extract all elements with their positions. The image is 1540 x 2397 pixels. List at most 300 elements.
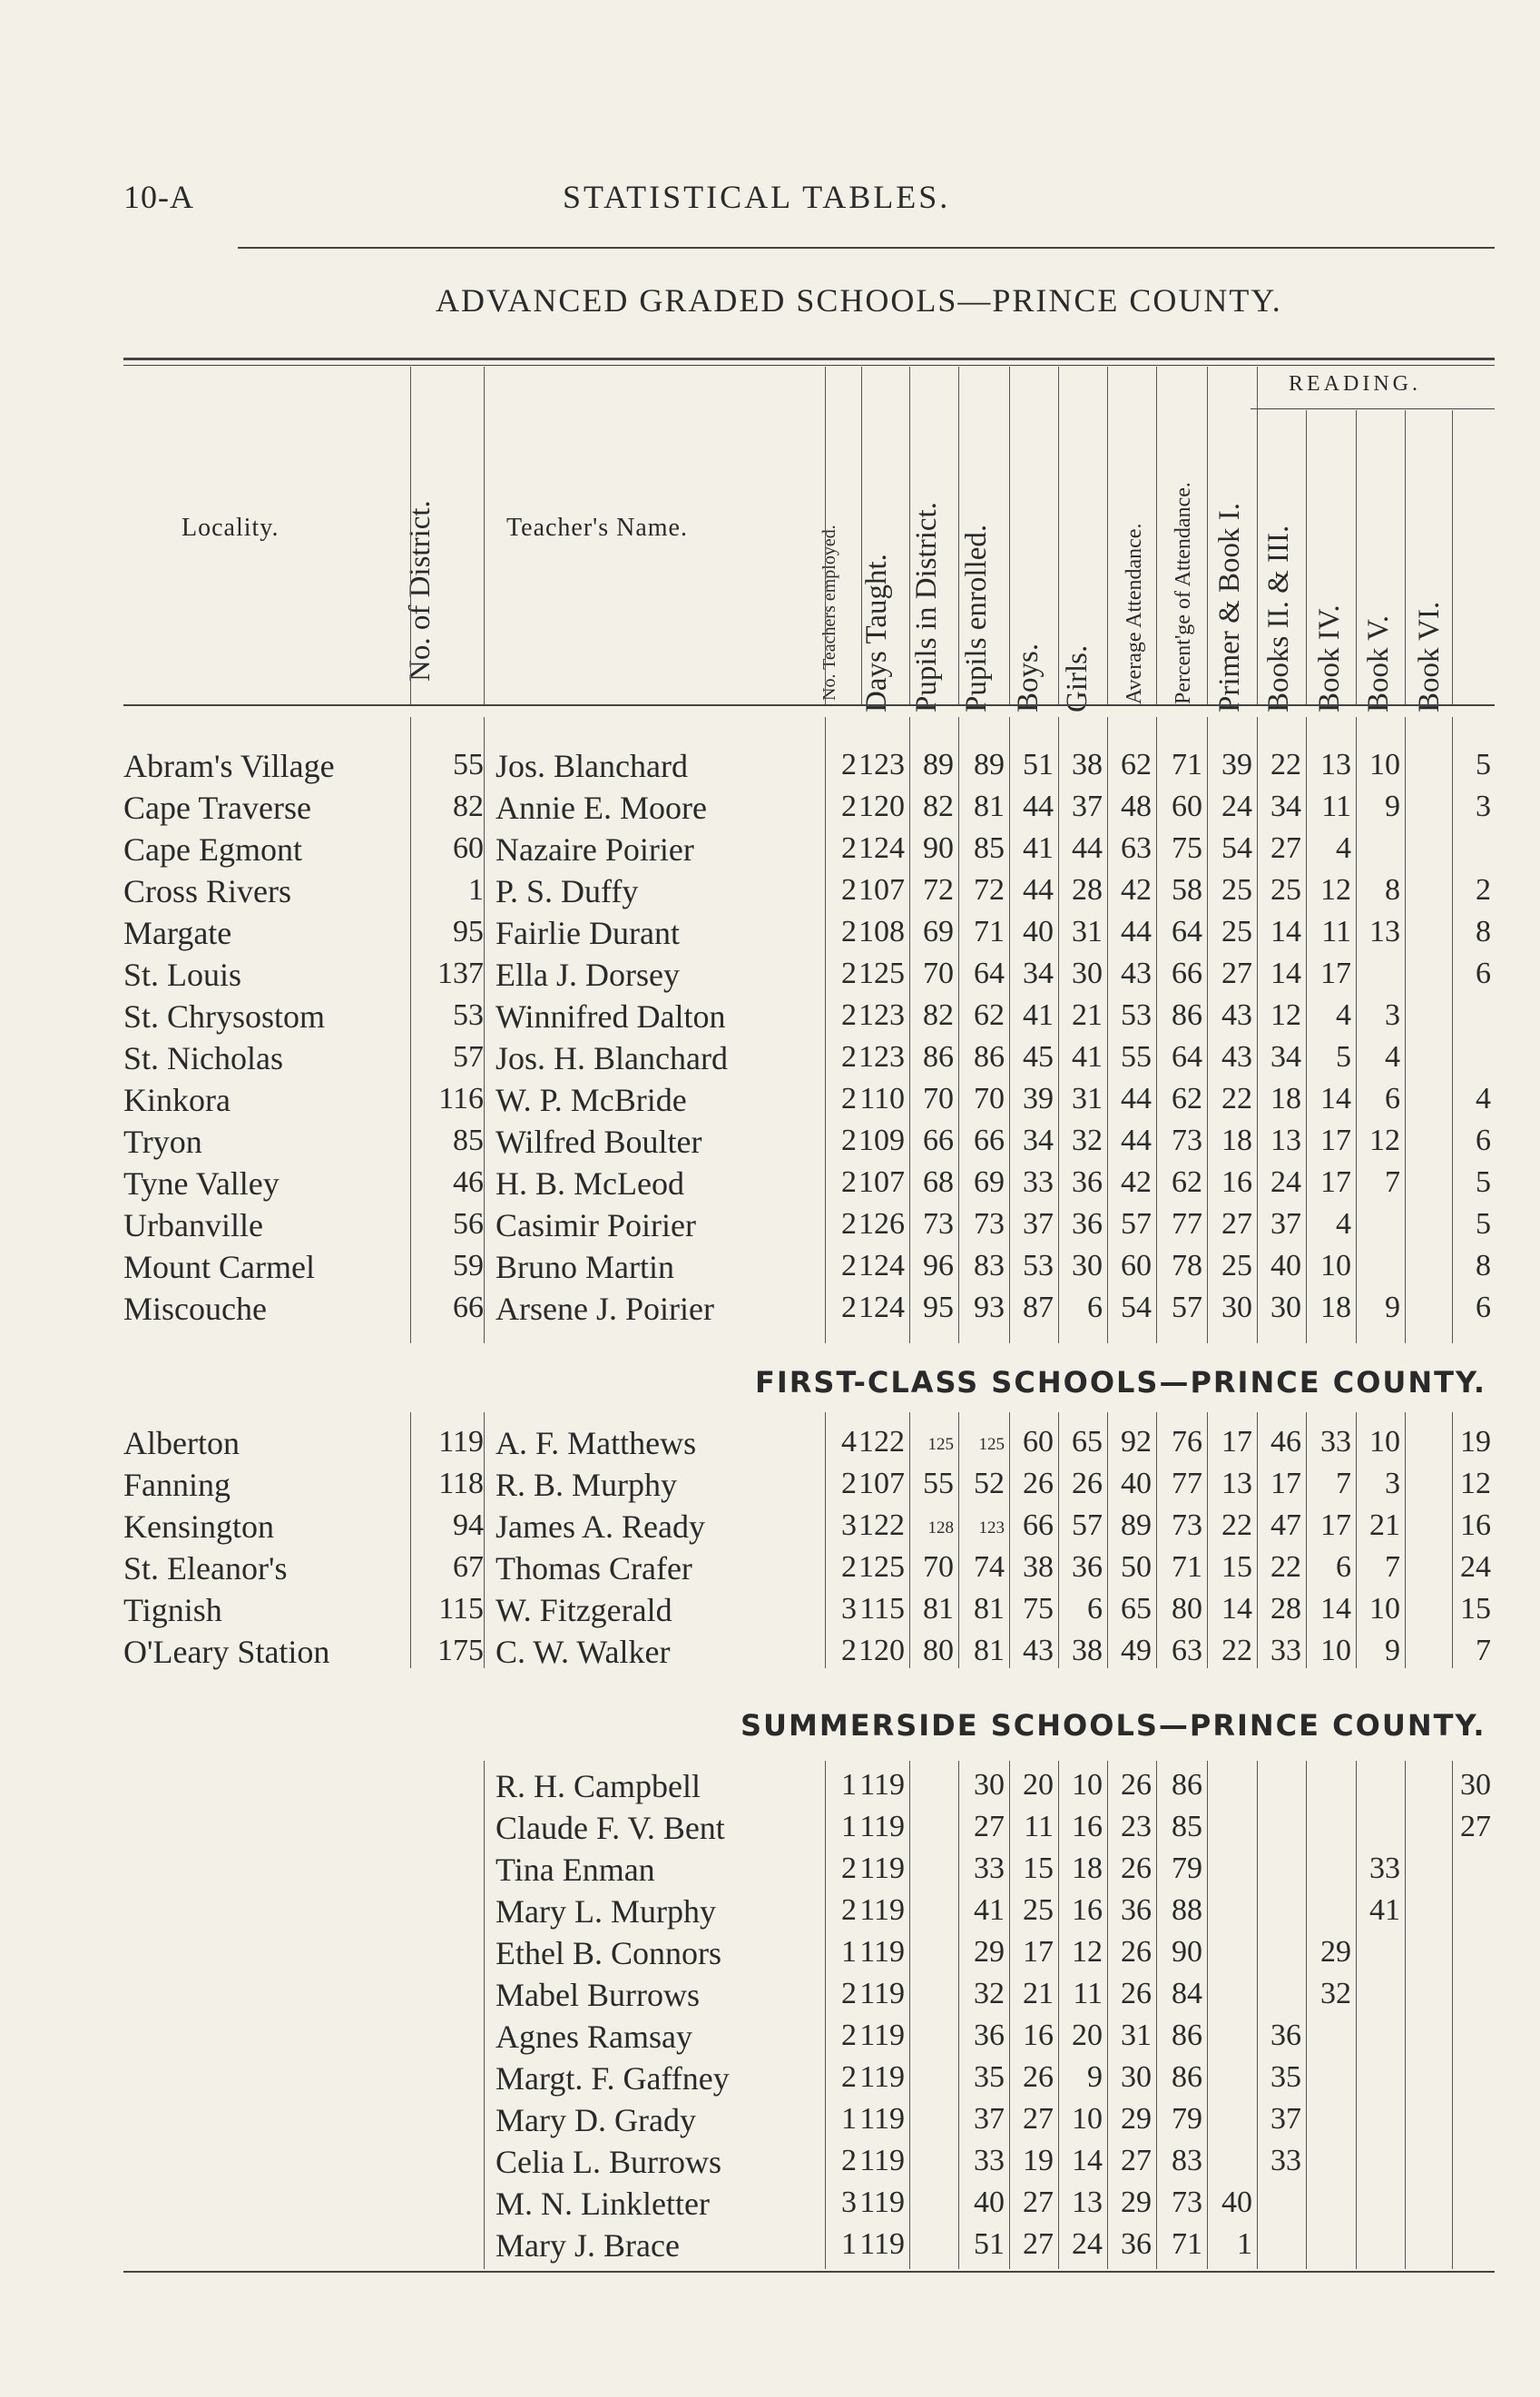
row-value-col-5: 33: [1023, 1165, 1054, 1199]
row-value-col-6: 37: [1072, 790, 1103, 823]
row-value-col-12: 9: [1385, 790, 1400, 823]
row-value-col-3: 90: [923, 831, 954, 865]
row-value-col-8: 83: [1172, 2144, 1202, 2177]
header-col-divider-10: [1257, 410, 1258, 704]
row-value-col-7: 60: [1121, 1249, 1152, 1282]
row-value-col-3: 82: [923, 790, 954, 823]
row-value-col-12: 3: [1385, 1467, 1400, 1500]
row-value-col-5: 27: [1023, 2102, 1054, 2136]
row-value-col-5: 34: [1023, 1124, 1054, 1157]
row-value-col-10: 35: [1270, 2060, 1301, 2094]
row-value-col-8: 86: [1172, 2060, 1202, 2094]
row-value-col-5: 25: [1023, 1893, 1054, 1927]
row-value-col-7: 63: [1121, 831, 1152, 865]
row-teacher-name: Casimir Poirier: [495, 1207, 696, 1243]
row-value-col-3: 70: [923, 1550, 954, 1584]
row-value-col-11: 14: [1320, 1082, 1351, 1115]
row-value-col-7: 50: [1121, 1550, 1152, 1584]
row-value-col-4: 72: [974, 873, 1005, 907]
row-value-col-13: 24: [1460, 1550, 1491, 1584]
row-value-col-7: 54: [1121, 1291, 1152, 1324]
row-value-col-6: 6: [1087, 1291, 1103, 1324]
row-value-col-6: 14: [1072, 2144, 1103, 2177]
row-value-col-4: 86: [974, 1040, 1005, 1074]
row-value-col-8: 75: [1172, 831, 1202, 865]
row-value-col-11: 29: [1320, 1935, 1351, 1969]
row-locality: Fanning: [123, 1467, 231, 1503]
header-district-no: No. of District.: [404, 500, 436, 682]
row-district-number: 53: [453, 998, 484, 1032]
row-value-col-7: 48: [1121, 790, 1152, 823]
row-value-col-2: 125: [858, 1550, 905, 1584]
row-value-col-2: 125: [858, 957, 905, 990]
header-col-divider-1: [825, 367, 826, 704]
row-value-col-7: 44: [1121, 915, 1152, 948]
header-divider-2: [484, 367, 485, 704]
body-divider-numbers-1: [825, 1412, 826, 1668]
row-value-col-1: 2: [841, 2019, 857, 2052]
row-value-col-1: 3: [841, 2186, 857, 2219]
row-value-col-12: 7: [1385, 1550, 1400, 1584]
row-value-col-6: 30: [1072, 957, 1103, 990]
row-value-col-8: 71: [1172, 1550, 1202, 1584]
row-value-col-6: 36: [1072, 1550, 1103, 1584]
row-value-col-1: 2: [841, 1291, 857, 1324]
row-value-col-11: 10: [1320, 1249, 1351, 1282]
row-value-col-2: 119: [859, 2186, 905, 2219]
header-reading-group: READING.: [1289, 372, 1421, 396]
row-value-col-2: 119: [859, 2019, 905, 2052]
row-value-col-6: 38: [1072, 1634, 1103, 1667]
row-value-col-6: 30: [1072, 1249, 1103, 1282]
row-value-col-13: 15: [1460, 1592, 1491, 1626]
row-district-number: 82: [453, 790, 484, 823]
row-value-col-5: 44: [1023, 873, 1054, 907]
row-value-col-10: 22: [1270, 748, 1301, 781]
row-value-col-12: 6: [1385, 1082, 1400, 1115]
row-teacher-name: Mary D. Grady: [495, 2102, 696, 2138]
row-value-col-8: 60: [1172, 790, 1202, 823]
row-value-col-10: 13: [1270, 1124, 1301, 1157]
row-value-col-8: 86: [1172, 1768, 1202, 1802]
row-value-col-11: 6: [1336, 1550, 1351, 1584]
row-value-col-3: 125: [927, 1435, 954, 1454]
row-teacher-name: Arsene J. Poirier: [495, 1291, 714, 1327]
body-col-divider-0-6: [1207, 717, 1208, 1343]
row-value-col-11: 4: [1336, 998, 1351, 1032]
row-value-col-6: 31: [1072, 1082, 1103, 1115]
row-value-col-7: 65: [1121, 1592, 1152, 1626]
row-value-col-1: 2: [841, 790, 857, 823]
summerside-col-divider-0: [909, 1761, 910, 2269]
header-days-taught: Days Taught.: [860, 554, 893, 712]
row-value-col-7: 43: [1121, 957, 1152, 990]
row-teacher-name: Agnes Ramsay: [495, 2019, 692, 2055]
row-value-col-1: 2: [841, 1124, 857, 1157]
row-value-col-5: 41: [1023, 831, 1054, 865]
header-reading-books-2-3: Books II. & III.: [1262, 525, 1295, 712]
row-teacher-name: Winnifred Dalton: [495, 998, 726, 1035]
row-teacher-name: Mabel Burrows: [495, 1977, 700, 2013]
row-value-col-2: 120: [858, 1634, 905, 1667]
row-value-col-6: 32: [1072, 1124, 1103, 1157]
row-value-col-8: 66: [1172, 957, 1202, 990]
row-value-col-1: 3: [841, 1592, 857, 1626]
row-value-col-8: 77: [1172, 1467, 1202, 1500]
body-col-divider-0-1: [958, 717, 959, 1343]
body-divider-teacher-0: [484, 717, 485, 1343]
row-value-col-6: 65: [1072, 1425, 1103, 1459]
row-value-col-7: 42: [1121, 1165, 1152, 1199]
row-value-col-7: 40: [1121, 1467, 1152, 1500]
row-value-col-13: 12: [1460, 1467, 1491, 1500]
row-value-col-10: 27: [1270, 831, 1301, 865]
row-teacher-name: James A. Ready: [495, 1508, 705, 1545]
row-value-col-4: 40: [974, 2186, 1005, 2219]
row-value-col-1: 2: [841, 1977, 857, 2010]
row-value-col-1: 1: [841, 1768, 857, 1802]
row-value-col-5: 26: [1023, 1467, 1054, 1500]
body-col-divider-1-9: [1356, 1412, 1357, 1668]
row-value-col-3: 95: [923, 1291, 954, 1324]
row-value-col-10: 14: [1270, 915, 1301, 948]
row-value-col-5: 39: [1023, 1082, 1054, 1115]
row-value-col-7: 26: [1121, 1852, 1152, 1885]
row-value-col-3: 70: [923, 957, 954, 990]
summerside-col-divider-5: [1156, 1761, 1157, 2269]
header-col-divider-5: [1009, 367, 1010, 704]
body-col-divider-1-1: [958, 1412, 959, 1668]
row-teacher-name: Thomas Crafer: [495, 1550, 692, 1587]
row-teacher-name: Fairlie Durant: [495, 915, 680, 951]
row-value-col-2: 126: [858, 1207, 905, 1241]
header-col-divider-8: [1156, 367, 1157, 704]
row-locality: Mount Carmel: [123, 1249, 315, 1285]
row-value-col-5: 34: [1023, 957, 1054, 990]
row-value-col-8: 79: [1172, 1852, 1202, 1885]
row-value-col-4: 51: [974, 2227, 1005, 2261]
row-value-col-4: 66: [974, 1124, 1005, 1157]
header-col-divider-2: [861, 367, 862, 704]
body-col-divider-0-9: [1356, 717, 1357, 1343]
row-district-number: 137: [437, 957, 484, 990]
row-value-col-7: 23: [1121, 1810, 1152, 1843]
rule-top: [238, 247, 1495, 249]
summerside-divider-teacher: [484, 1761, 485, 2269]
row-value-col-3: 81: [923, 1592, 954, 1626]
summerside-col-divider-1: [958, 1761, 959, 2269]
row-value-col-2: 123: [858, 748, 905, 781]
row-value-col-8: 58: [1172, 873, 1202, 907]
row-value-col-13: 4: [1476, 1082, 1491, 1115]
header-reading-book-5: Book V.: [1362, 615, 1395, 712]
row-value-col-5: 40: [1023, 915, 1054, 948]
row-district-number: 119: [438, 1425, 484, 1459]
row-value-col-6: 36: [1072, 1207, 1103, 1241]
row-value-col-6: 28: [1072, 873, 1103, 907]
row-value-col-4: 30: [974, 1768, 1005, 1802]
row-value-col-9: 14: [1221, 1592, 1252, 1626]
row-value-col-6: 41: [1072, 1040, 1103, 1074]
row-value-col-3: 72: [923, 873, 954, 907]
row-value-col-10: 33: [1270, 2144, 1301, 2177]
row-district-number: 175: [437, 1634, 484, 1667]
row-value-col-8: 79: [1172, 2102, 1202, 2136]
row-value-col-1: 2: [841, 1467, 857, 1500]
row-teacher-name: Nazaire Poirier: [495, 831, 694, 868]
row-value-col-7: 49: [1121, 1634, 1152, 1667]
row-value-col-8: 62: [1172, 1165, 1202, 1199]
row-value-col-5: 43: [1023, 1634, 1054, 1667]
row-value-col-5: 21: [1023, 1977, 1054, 2010]
row-value-col-2: 115: [859, 1592, 905, 1626]
row-value-col-13: 27: [1460, 1810, 1491, 1843]
row-value-col-2: 119: [859, 1893, 905, 1927]
row-value-col-7: 89: [1121, 1508, 1152, 1542]
row-value-col-8: 85: [1172, 1810, 1202, 1843]
row-value-col-13: 5: [1476, 1165, 1491, 1199]
section-title-first-class: FIRST-CLASS SCHOOLS—PRINCE COUNTY.: [755, 1365, 1487, 1400]
row-locality: Alberton: [123, 1425, 240, 1461]
row-teacher-name: Jos. H. Blanchard: [495, 1040, 728, 1076]
row-value-col-8: 73: [1172, 1124, 1202, 1157]
header-reading-primer: Primer & Book I.: [1213, 503, 1246, 712]
header-locality: Locality.: [181, 514, 280, 542]
row-value-col-7: 30: [1121, 2060, 1152, 2094]
row-value-col-4: 74: [974, 1550, 1005, 1584]
row-value-col-9: 17: [1221, 1425, 1252, 1459]
row-value-col-4: 73: [974, 1207, 1005, 1241]
row-value-col-4: 70: [974, 1082, 1005, 1115]
row-district-number: 95: [453, 915, 484, 948]
row-value-col-5: 38: [1023, 1550, 1054, 1584]
row-value-col-4: 83: [974, 1249, 1005, 1282]
row-value-col-11: 11: [1321, 790, 1351, 823]
row-value-col-10: 24: [1270, 1165, 1301, 1199]
summerside-col-divider-7: [1257, 1761, 1258, 2269]
row-district-number: 116: [438, 1082, 484, 1115]
row-teacher-name: A. F. Matthews: [495, 1425, 697, 1461]
row-value-col-1: 2: [841, 1040, 857, 1074]
row-value-col-13: 19: [1460, 1425, 1491, 1459]
row-value-col-11: 17: [1320, 1124, 1351, 1157]
row-value-col-1: 2: [841, 831, 857, 865]
row-value-col-7: 57: [1121, 1207, 1152, 1241]
row-value-col-1: 2: [841, 1550, 857, 1584]
row-value-col-5: 44: [1023, 790, 1054, 823]
row-value-col-12: 10: [1369, 748, 1400, 781]
row-value-col-10: 14: [1270, 957, 1301, 990]
row-value-col-7: 29: [1121, 2186, 1152, 2219]
row-value-col-8: 71: [1172, 748, 1202, 781]
row-value-col-6: 11: [1073, 1977, 1103, 2010]
row-value-col-2: 124: [858, 831, 905, 865]
header-col-divider-9: [1207, 367, 1208, 704]
row-value-col-2: 119: [859, 2144, 905, 2177]
row-value-col-7: 55: [1121, 1040, 1152, 1074]
row-value-col-4: 37: [974, 2102, 1005, 2136]
row-value-col-3: 73: [923, 1207, 954, 1241]
header-teacher: Teacher's Name.: [506, 514, 688, 542]
body-col-divider-0-4: [1107, 717, 1108, 1343]
body-divider-district-1: [410, 1412, 411, 1668]
summerside-divider-numbers: [825, 1761, 826, 2269]
row-value-col-4: 35: [974, 2060, 1005, 2094]
row-district-number: 56: [453, 1207, 484, 1241]
row-locality: Cross Rivers: [123, 873, 292, 909]
row-teacher-name: Margt. F. Gaffney: [495, 2060, 730, 2097]
body-col-divider-1-2: [1009, 1412, 1010, 1668]
row-value-col-3: 70: [923, 1082, 954, 1115]
row-value-col-2: 119: [859, 1935, 905, 1969]
row-value-col-7: 29: [1121, 2102, 1152, 2136]
row-value-col-8: 86: [1172, 998, 1202, 1032]
header-reading-book-6: Book VI.: [1413, 601, 1446, 712]
row-locality: St. Nicholas: [123, 1040, 283, 1076]
row-value-col-13: 5: [1476, 748, 1491, 781]
row-value-col-11: 13: [1320, 748, 1351, 781]
header-pupils-enrolled: Pupils enrolled.: [960, 524, 993, 712]
row-value-col-8: 76: [1172, 1425, 1202, 1459]
row-value-col-13: 6: [1476, 1291, 1491, 1324]
body-col-divider-0-2: [1009, 717, 1010, 1343]
row-value-col-5: 27: [1023, 2186, 1054, 2219]
section-title-summerside: SUMMERSIDE SCHOOLS—PRINCE COUNTY.: [741, 1708, 1486, 1743]
row-value-col-11: 17: [1320, 957, 1351, 990]
row-value-col-6: 9: [1087, 2060, 1103, 2094]
row-value-col-4: 125: [978, 1435, 1005, 1454]
row-value-col-11: 5: [1336, 1040, 1351, 1074]
row-value-col-1: 1: [841, 1935, 857, 1969]
row-value-col-11: 4: [1336, 1207, 1351, 1241]
running-title: STATISTICAL TABLES.: [563, 179, 951, 215]
row-teacher-name: Mary J. Brace: [495, 2227, 680, 2264]
row-value-col-5: 53: [1023, 1249, 1054, 1282]
row-value-col-13: 6: [1476, 957, 1491, 990]
table-rule-bottom: [123, 2271, 1495, 2273]
row-value-col-9: 43: [1221, 1040, 1252, 1074]
body-col-divider-0-8: [1306, 717, 1307, 1343]
row-value-col-6: 24: [1072, 2227, 1103, 2261]
body-col-divider-1-7: [1257, 1412, 1258, 1668]
row-teacher-name: Jos. Blanchard: [495, 748, 688, 784]
row-value-col-6: 44: [1072, 831, 1103, 865]
row-value-col-13: 30: [1460, 1768, 1491, 1802]
row-value-col-10: 25: [1270, 873, 1301, 907]
row-value-col-8: 80: [1172, 1592, 1202, 1626]
row-value-col-5: 41: [1023, 998, 1054, 1032]
row-value-col-3: 55: [923, 1467, 954, 1500]
row-value-col-2: 124: [858, 1291, 905, 1324]
row-value-col-7: 26: [1121, 1977, 1152, 2010]
row-value-col-5: 37: [1023, 1207, 1054, 1241]
row-value-col-10: 40: [1270, 1249, 1301, 1282]
row-value-col-9: 16: [1221, 1165, 1252, 1199]
header-rule-top: [123, 358, 1495, 360]
row-value-col-8: 63: [1172, 1634, 1202, 1667]
row-value-col-4: 62: [974, 998, 1005, 1032]
row-value-col-4: 93: [974, 1291, 1005, 1324]
row-value-col-11: 12: [1320, 873, 1351, 907]
body-col-divider-0-0: [909, 717, 910, 1343]
row-value-col-3: 128: [927, 1518, 954, 1537]
header-col-divider-12: [1356, 410, 1357, 704]
row-district-number: 94: [453, 1508, 484, 1542]
row-value-col-9: 18: [1221, 1124, 1252, 1157]
row-value-col-10: 37: [1270, 2102, 1301, 2136]
row-value-col-10: 46: [1270, 1425, 1301, 1459]
row-value-col-10: 33: [1270, 1634, 1301, 1667]
header-teachers-employed: No. Teachers employed.: [819, 525, 839, 701]
row-value-col-6: 13: [1072, 2186, 1103, 2219]
row-value-col-9: 24: [1221, 790, 1252, 823]
row-value-col-1: 2: [841, 1852, 857, 1885]
row-value-col-6: 57: [1072, 1508, 1103, 1542]
body-col-divider-0-3: [1058, 717, 1059, 1343]
row-value-col-11: 4: [1336, 831, 1351, 865]
row-value-col-5: 87: [1023, 1291, 1054, 1324]
row-value-col-4: 41: [974, 1893, 1005, 1927]
row-value-col-11: 33: [1320, 1425, 1351, 1459]
row-locality: Tyne Valley: [123, 1165, 280, 1202]
row-value-col-7: 26: [1121, 1768, 1152, 1802]
row-value-col-6: 20: [1072, 2019, 1103, 2052]
row-value-col-2: 120: [858, 790, 905, 823]
header-col-divider-11: [1306, 410, 1307, 704]
row-value-col-12: 9: [1385, 1634, 1400, 1667]
row-value-col-2: 122: [858, 1508, 905, 1542]
row-value-col-10: 12: [1270, 998, 1301, 1032]
row-teacher-name: Claude F. V. Bent: [495, 1810, 725, 1846]
body-col-divider-0-10: [1405, 717, 1406, 1343]
body-col-divider-1-6: [1207, 1412, 1208, 1668]
row-teacher-name: Wilfred Boulter: [495, 1124, 702, 1160]
row-value-col-3: 66: [923, 1124, 954, 1157]
row-value-col-6: 38: [1072, 748, 1103, 781]
row-value-col-2: 107: [858, 1165, 905, 1199]
row-locality: Margate: [123, 915, 232, 951]
row-value-col-1: 2: [841, 998, 857, 1032]
row-value-col-7: 36: [1121, 2227, 1152, 2261]
row-value-col-12: 4: [1385, 1040, 1400, 1074]
row-value-col-4: 81: [974, 790, 1005, 823]
row-value-col-5: 26: [1023, 2060, 1054, 2094]
header-pupils-district: Pupils in District.: [910, 502, 943, 712]
row-value-col-4: 64: [974, 957, 1005, 990]
row-value-col-8: 88: [1172, 1893, 1202, 1927]
row-value-col-3: 68: [923, 1165, 954, 1199]
row-teacher-name: Tina Enman: [495, 1852, 655, 1888]
row-value-col-9: 43: [1221, 998, 1252, 1032]
row-value-col-12: 33: [1369, 1852, 1400, 1885]
row-value-col-10: 28: [1270, 1592, 1301, 1626]
summerside-col-divider-11: [1452, 1761, 1453, 2269]
header-percentage-attendance: Percent'ge of Attendance.: [1172, 482, 1195, 704]
row-value-col-9: 15: [1221, 1550, 1252, 1584]
row-value-col-12: 10: [1369, 1425, 1400, 1459]
row-value-col-9: 25: [1221, 1249, 1252, 1282]
row-locality: Miscouche: [123, 1291, 267, 1327]
summerside-col-divider-4: [1107, 1761, 1108, 2269]
header-rule-top-2: [123, 365, 1495, 366]
body-divider-district-0: [410, 717, 411, 1343]
row-value-col-3: 86: [923, 1040, 954, 1074]
header-girls: Girls.: [1061, 644, 1094, 712]
row-value-col-1: 2: [841, 1634, 857, 1667]
row-value-col-5: 19: [1023, 2144, 1054, 2177]
row-value-col-7: 44: [1121, 1082, 1152, 1115]
row-value-col-1: 2: [841, 2060, 857, 2094]
